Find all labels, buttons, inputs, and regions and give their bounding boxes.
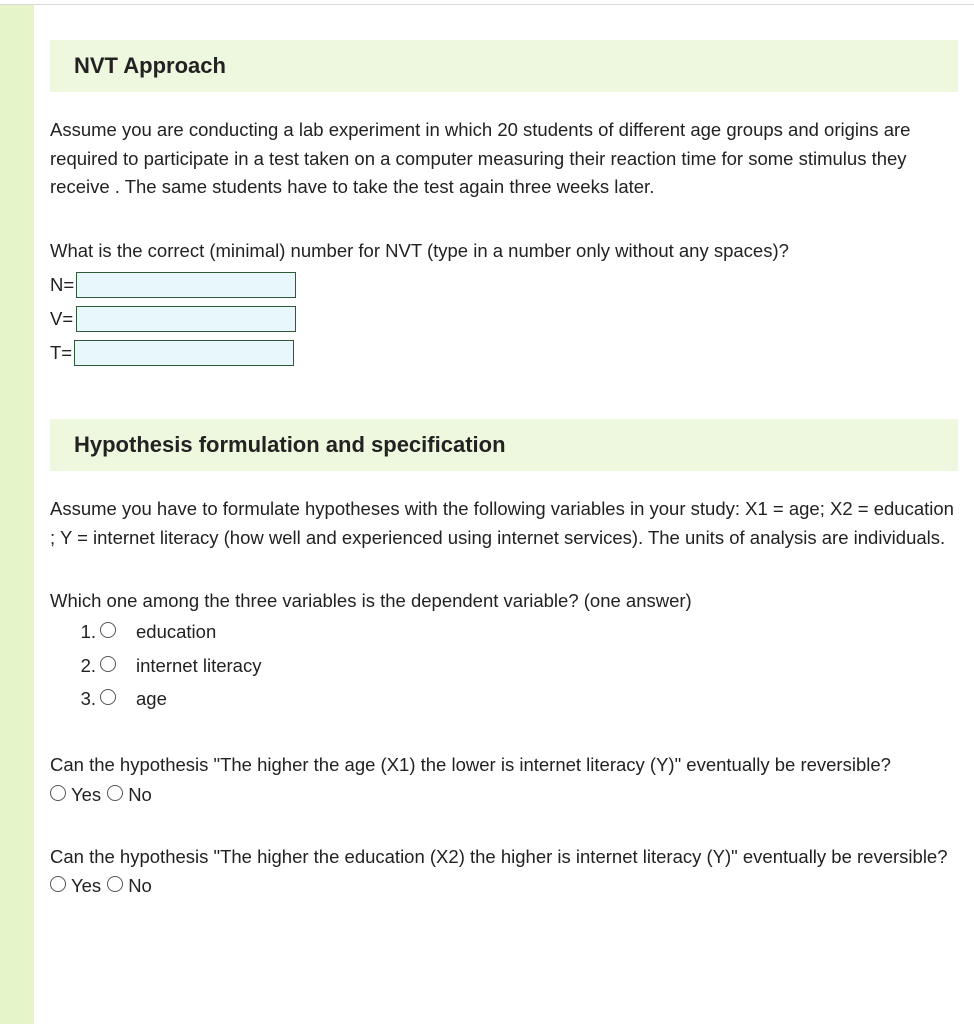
yes-label: Yes [71, 783, 102, 805]
option-label: internet literacy [136, 654, 262, 676]
reversibility-answers-education [50, 871, 962, 901]
field-v-input[interactable] [76, 306, 296, 332]
field-v-label: V= [50, 308, 74, 329]
section-title-nvt: NVT Approach [74, 53, 226, 78]
no-label: No [128, 783, 152, 805]
field-n-input[interactable] [76, 272, 296, 298]
option-education[interactable] [50, 616, 962, 650]
reversibility-answers-age [50, 780, 962, 810]
reversibility-question-education: Can the hypothesis "The higher the education (X2) the higher is internet literacy (Y)" eventually be reversible? [50, 845, 948, 867]
section-header-hypothesis [50, 419, 958, 471]
radio-no-education[interactable] [107, 876, 123, 892]
field-n-row [50, 268, 962, 302]
questionnaire-content [50, 5, 962, 901]
nvt-intro-text: Assume you are conducting a lab experiment in which 20 students of different age groups and origins are required to participate in a test taken on a computer measuring their reaction time for some stimulus they receive . The same students have to take the test again three weeks later. [50, 119, 911, 197]
yes-label: Yes [71, 875, 102, 896]
field-t-label: T= [50, 342, 73, 363]
dependent-variable-options [50, 616, 962, 717]
option-number: 2. [80, 654, 96, 676]
field-n-label: N= [50, 274, 75, 295]
option-internet-literacy[interactable] [50, 649, 962, 683]
option-age[interactable] [50, 683, 962, 717]
section-title-hypothesis: Hypothesis formulation and specification [74, 432, 506, 457]
left-accent-bar [0, 5, 34, 1024]
field-t-input[interactable] [74, 340, 294, 366]
option-number: 1. [80, 621, 96, 643]
radio-education[interactable] [100, 622, 116, 638]
reversibility-question-age: Can the hypothesis "The higher the age (X1) the lower is internet literacy (Y)" eventually be reversible? [50, 754, 891, 775]
section-header-nvt [50, 40, 958, 92]
field-v-row [50, 302, 962, 336]
option-label: age [136, 688, 167, 710]
radio-yes-age[interactable] [50, 785, 66, 801]
option-label: education [136, 621, 217, 643]
option-number: 3. [80, 688, 96, 710]
field-t-row [50, 336, 962, 370]
radio-internet-literacy[interactable] [100, 656, 116, 672]
hypothesis-intro-text: Assume you have to formulate hypotheses with the following variables in your study: X1 = age; X2 = education ; Y = internet literacy (how well and experienced using internet services). The units of analysis are individuals. [50, 498, 954, 548]
nvt-question-text: What is the correct (minimal) number for NVT (type in a number only without any spaces)? [50, 239, 789, 261]
dependent-variable-question: Which one among the three variables is the dependent variable? (one answer) [50, 590, 692, 611]
nvt-fields [50, 268, 962, 370]
radio-no-age[interactable] [107, 785, 123, 801]
radio-yes-education[interactable] [50, 876, 66, 892]
radio-age[interactable] [100, 689, 116, 705]
no-label: No [128, 875, 152, 896]
